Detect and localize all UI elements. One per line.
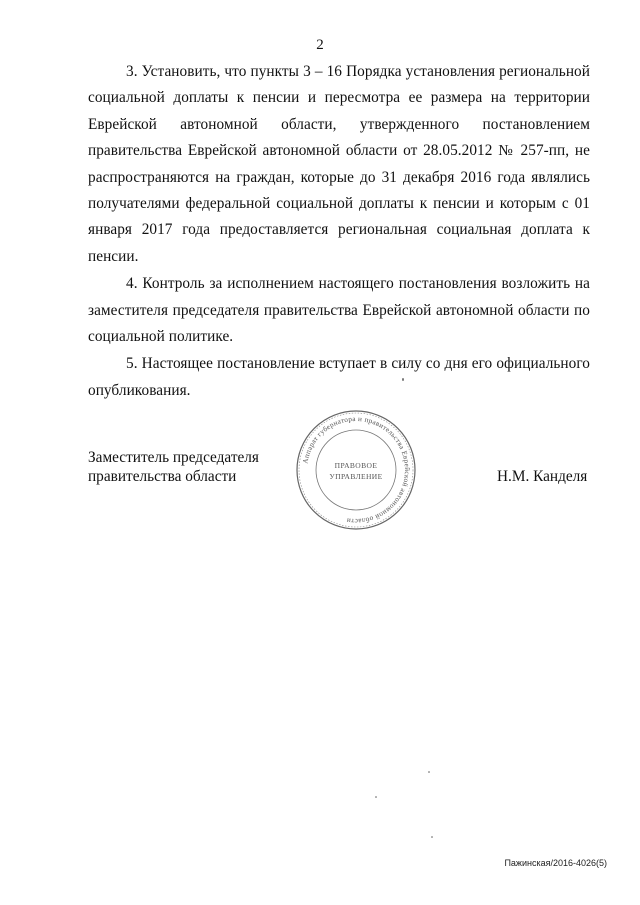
official-stamp [294,408,418,532]
stamp-outer-ring [297,411,415,529]
stamp-outer-text: Аппарат губернатора и правительства Еврейской автономной области [301,414,412,526]
signer-name: Н.М. Канделя [497,468,588,485]
signer-title-line-1: Заместитель председателя [88,449,259,466]
paragraph-3: 3. Установить, что пункты 3 – 16 Порядка установления региональной социальной доплаты к пенсии и пересмотра ее размера на территории Еврейской автономной области, утвержденного постановлением правительства Еврейской автономной области от 28.05.2012 № 257-пп, не распространяются на граждан, которые до 31 декабря 2016 года являлись получателями федеральной социальной доплаты к пенсии и которым с 01 января 2017 года предоставляется региональная социальная доплата к пенсии. [88,63,590,265]
paragraph-5: 5. Настоящее постановление вступает в силу со дня его официального опубликования. [88,355,590,399]
signer-title-line-2: правительства области [88,468,237,485]
scan-speck [402,378,404,381]
footer-document-code: Пажинская/2016-4026(5) [504,858,607,868]
scan-speck [428,771,430,773]
page-number: 2 [316,37,324,53]
stamp-inner-ring [316,430,396,510]
stamp-inner-line-2: УПРАВЛЕНИЕ [329,472,383,481]
scan-speck [431,836,433,838]
paragraph-4: 4. Контроль за исполнением настоящего постановления возложить на заместителя председателя правительства Еврейской автономной области по социальной политике. [88,275,590,346]
stamp-inner-line-1: ПРАВОВОЕ [334,461,378,470]
scan-speck [375,796,377,798]
signer-title [88,448,259,486]
document-body [88,59,590,404]
